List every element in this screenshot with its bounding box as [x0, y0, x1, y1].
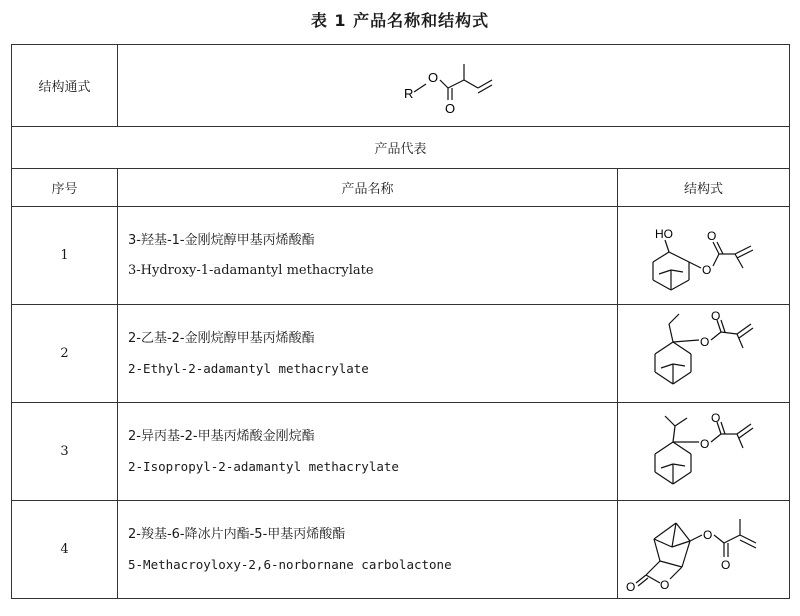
- table-row: [12, 501, 790, 599]
- atom-o: O: [710, 410, 720, 425]
- table-caption: 表 1 产品名称和结构式: [310, 11, 490, 30]
- atom-r: R: [403, 85, 413, 101]
- column-header-structure: 结构式: [618, 169, 790, 207]
- structure-cell: [618, 207, 790, 305]
- general-formula-row: [12, 45, 790, 127]
- table-row: [12, 403, 790, 501]
- structure-cell: [618, 501, 790, 599]
- atom-o: O: [699, 436, 709, 451]
- row-number: 1: [12, 207, 118, 305]
- column-header-no: 序号: [12, 169, 118, 207]
- atom-o: O: [659, 577, 669, 592]
- row-number: 4: [12, 501, 118, 599]
- structure-2: [629, 310, 779, 398]
- atom-ho: HO: [654, 226, 673, 241]
- product-name-zh: 2-羧基-6-降冰片内酯-5-甲基丙烯酸酯: [128, 526, 346, 542]
- atom-o: O: [710, 309, 720, 323]
- product-table: [11, 44, 790, 599]
- atom-o: O: [444, 100, 455, 116]
- row-number: 3: [12, 403, 118, 501]
- atom-o: O: [702, 527, 712, 542]
- product-name-en: 3-Hydroxy-1-adamantyl methacrylate: [128, 262, 374, 278]
- atom-o: O: [699, 334, 709, 349]
- product-name-cell: [118, 501, 618, 599]
- atom-o: O: [720, 557, 730, 572]
- structure-1: [629, 212, 779, 300]
- product-name-en: 2-Isopropyl-2-adamantyl methacrylate: [128, 458, 399, 474]
- structure-3: [629, 408, 779, 496]
- structure-4: [624, 505, 784, 595]
- general-formula-label: 结构通式: [12, 45, 118, 127]
- product-name-zh: 2-乙基-2-金刚烷醇甲基丙烯酸酯: [128, 330, 315, 346]
- atom-o: O: [625, 579, 635, 594]
- table-row: [12, 207, 790, 305]
- section-header-row: [12, 127, 790, 169]
- atom-o: O: [427, 69, 438, 85]
- general-formula-structure: [394, 50, 514, 122]
- table-row: [12, 305, 790, 403]
- general-formula-cell: [118, 45, 790, 127]
- product-name-cell: [118, 207, 618, 305]
- product-name-en: 2-Ethyl-2-adamantyl methacrylate: [128, 360, 369, 376]
- atom-o: O: [706, 228, 716, 243]
- row-number: 2: [12, 305, 118, 403]
- product-name-zh: 2-异丙基-2-甲基丙烯酸金刚烷酯: [128, 428, 315, 444]
- product-name-zh: 3-羟基-1-金刚烷醇甲基丙烯酸酯: [128, 232, 315, 248]
- product-name-cell: [118, 305, 618, 403]
- column-header-name: 产品名称: [118, 169, 618, 207]
- structure-cell: [618, 305, 790, 403]
- product-name-cell: [118, 403, 618, 501]
- column-header-row: [12, 169, 790, 207]
- atom-o: O: [701, 262, 711, 277]
- structure-cell: [618, 403, 790, 501]
- section-header: 产品代表: [12, 127, 790, 169]
- product-name-en: 5-Methacroyloxy-2,6-norbornane carbolactone: [128, 556, 452, 572]
